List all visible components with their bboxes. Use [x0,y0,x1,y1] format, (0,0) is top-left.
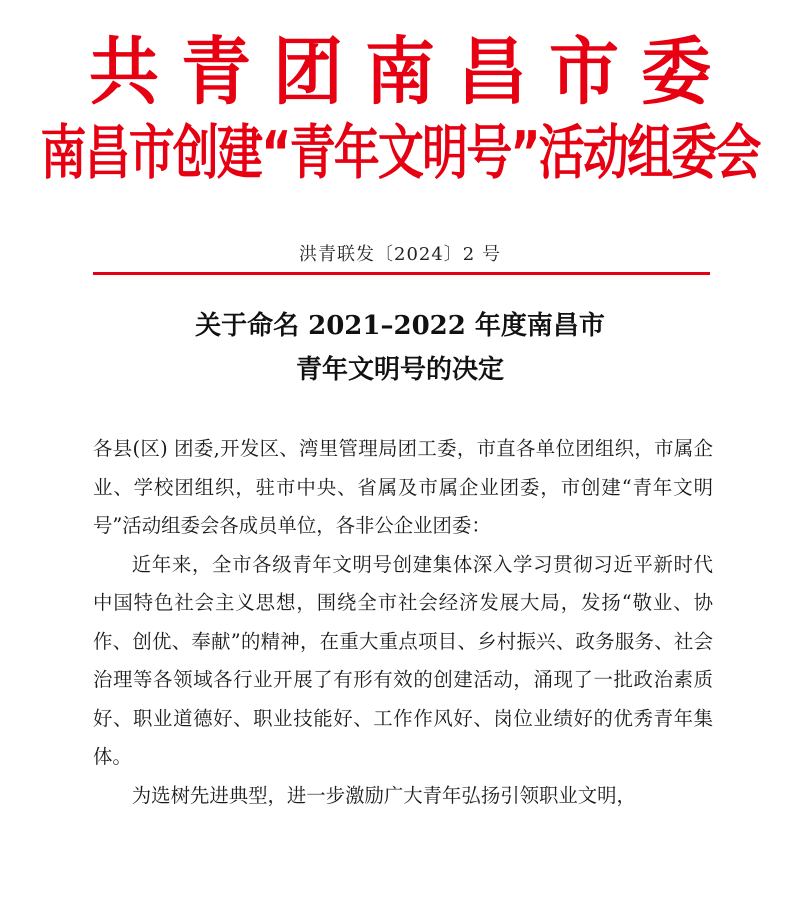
issuing-org-title: 共青团南昌市委 [89,28,733,116]
document-title [0,304,800,392]
body-paragraph-1: 近年来，全市各级青年文明号创建集体深入学习贯彻习近平新时代中国特色社会主义思想，围绕全市社会经济发展大局，发扬“敬业、协作、创优、奉献”的精神，在重大重点项目、乡村振兴、政务服务、社会治理等各领域各行业开展了有形有效的创建活动，涌现了一批政治素质好、职业道德好、职业技能好、工作作风好、岗位业绩好的优秀青年集体。 [93,552,713,768]
document-number: 洪青联发〔2024〕2 号 [299,244,501,265]
document-title-line1: 关于命名 2021–2022 年度南昌市 [195,311,605,341]
document-title-line2: 青年文明号的决定 [295,355,504,385]
issuing-committee-title: 南昌市创建“青年文明号”活动组委会 [40,118,760,188]
document-body [93,430,713,815]
body-paragraph-2: 为选树先进典型，进一步激励广大青年弘扬引领职业文明， [131,783,636,807]
red-divider-line [93,272,710,275]
addressee-paragraph: 各县(区) 团委,开发区、湾里管理局团工委，市直各单位团组织，市属企业、学校团组织，驻市中央、省属及市属企业团委，市创建“青年文明号”活动组委会各成员单位，各非公企业团委： [93,437,713,537]
